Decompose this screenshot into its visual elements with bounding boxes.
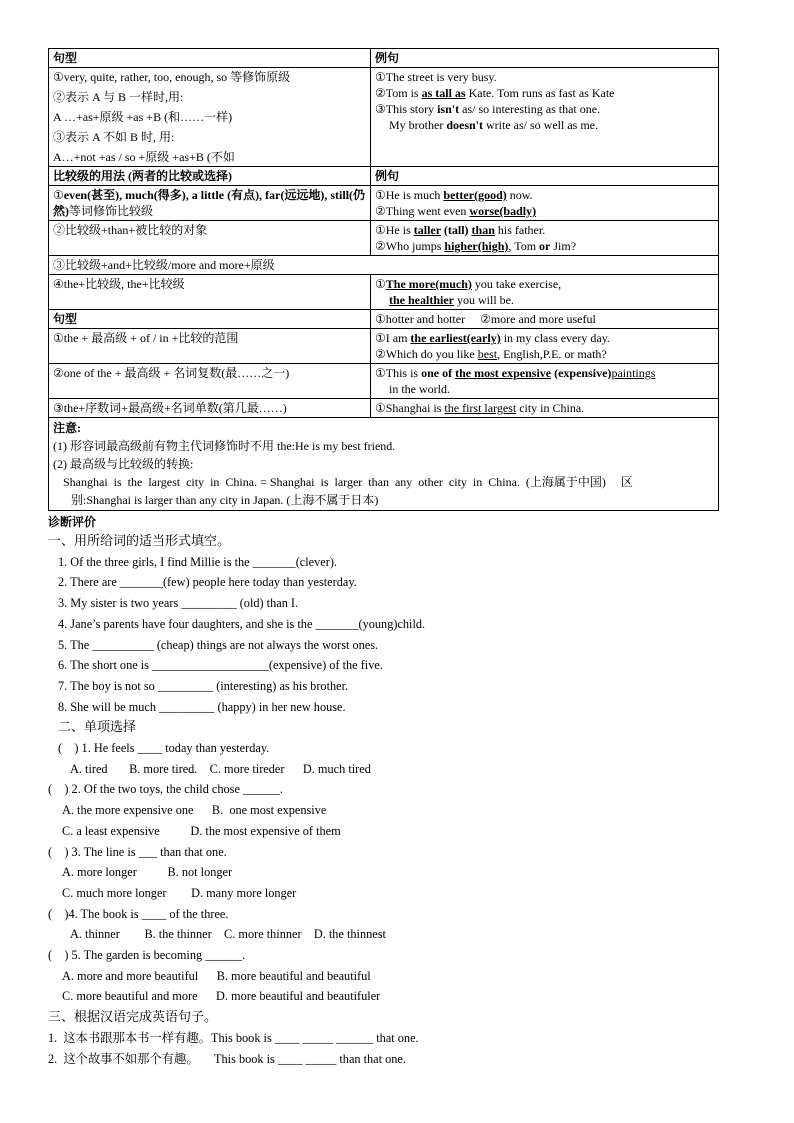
table-row	[49, 186, 719, 221]
example-text: ②Who jumps	[375, 239, 445, 253]
example-text: as/ so interesting as that one.	[459, 102, 601, 116]
example-line	[375, 292, 714, 308]
the-more-the-more-rule: ④the+比较级, the+比较级	[49, 275, 371, 310]
example-text: in my class every day.	[500, 331, 610, 345]
example-text: ②Tom is	[375, 86, 422, 100]
example-key: taller	[413, 223, 441, 237]
question-5-options: A. more and more beautiful B. more beautiful and beautiful	[62, 968, 371, 983]
example-key: than	[471, 223, 495, 237]
example-key: better(good)	[443, 188, 507, 202]
example-text: you will be.	[454, 293, 514, 307]
example-line	[375, 187, 714, 203]
one-of-the-rule: ②one of the + 最高级 + 名词复数(最……之一)	[49, 364, 371, 399]
example-text: ①Shanghai is	[375, 401, 445, 415]
question-2: ( ) 2. Of the two toys, the child chose ______.	[48, 782, 283, 797]
note-line: Shanghai is the largest city in China. = Shanghai is larger than any other city in China. (上海属于中国) 区	[63, 475, 633, 489]
example-text: ①	[375, 277, 386, 291]
note-line: (1) 形容词最高级前有物主代词修饰时不用 the:He is my best friend.	[53, 439, 396, 453]
example-key: or	[539, 239, 551, 253]
example-line	[375, 117, 714, 133]
example-key: higher(high)	[444, 239, 509, 253]
example-key: The more(much)	[385, 277, 472, 291]
example-key: (expensive)	[554, 366, 612, 380]
note-cell	[49, 418, 719, 511]
example-key: doesn't	[446, 118, 484, 132]
question-1-options: A. tired B. more tired. C. more tireder D. much tired	[70, 761, 371, 776]
example-line	[375, 238, 714, 254]
list-item: 7. The boy is not so _________ (interesting) as his brother.	[58, 678, 349, 693]
header-sentence-pattern: 句型	[49, 49, 371, 68]
question-4-options: A. thinner B. the thinner C. more thinner D. the thinnest	[70, 927, 386, 942]
rule-line: ②表示 A 与 B 一样时,用:	[53, 90, 184, 104]
question-1: ( ) 1. He feels ____ today than yesterday.	[58, 741, 270, 756]
question-4: ( )4. The book is ____ of the three.	[48, 906, 229, 921]
example-text: , English,P.E. or math?	[497, 347, 607, 361]
list-item: 4. Jane’s parents have four daughters, and she is the _______(young)child.	[58, 616, 426, 631]
example-text: ①He is	[375, 223, 414, 237]
comparative-than-rule: ②比较级+than+被比较的对象	[49, 221, 371, 256]
ordinal-superlative-examples	[371, 399, 719, 418]
table-row	[49, 256, 719, 275]
list-item: 8. She will be much _________ (happy) in her new house.	[58, 699, 346, 714]
question-3-options: A. more longer B. not longer	[62, 865, 233, 880]
list-item: 2. 这个故事不如那个有趣。 This book is ____ _____ than that one.	[48, 1051, 406, 1066]
table-row	[49, 329, 719, 364]
the-more-the-more-examples	[371, 275, 719, 310]
question-5-options: C. more beautiful and more D. more beautiful and beautifuler	[62, 989, 381, 1004]
part1-title: 一、用所给词的适当形式填空。	[48, 533, 231, 548]
example-text: you take exercise,	[471, 277, 562, 291]
table-row	[49, 310, 719, 329]
positive-degree-examples	[371, 68, 719, 167]
ordinal-superlative-rule: ③the+序数词+最高级+名词单数(第几最……)	[49, 399, 371, 418]
part3-title: 三、根据汉语完成英语句子。	[48, 1009, 218, 1025]
exercise-section	[48, 513, 720, 1069]
grammar-table	[48, 48, 719, 511]
example-key: the earliest(early)	[410, 331, 501, 345]
example-text: Jim?	[550, 239, 577, 253]
table-row	[49, 399, 719, 418]
example-key: paintings	[611, 366, 656, 380]
rule-key: even(甚至), much(得多), a little (有点), far(远远地), still(仍然)	[53, 188, 366, 218]
table-row	[49, 275, 719, 310]
example-key: one of	[421, 366, 453, 380]
example-text: ②Which do you like	[375, 347, 478, 361]
example-key: the first largest	[444, 401, 517, 415]
comparative-modifier-examples	[371, 186, 719, 221]
example-text: , Tom	[508, 239, 540, 253]
example-text: My brother	[389, 118, 447, 132]
example-text: ③This story	[375, 102, 438, 116]
header-example: 例句	[371, 167, 719, 186]
list-item: 1. Of the three girls, I find Millie is the _______(clever).	[58, 554, 337, 569]
example-key: worse(badly)	[469, 204, 537, 218]
question-2-options: C. a least expensive D. the most expensive of them	[62, 823, 341, 838]
example-line: in the world.	[389, 382, 450, 396]
rule-line: ①very, quite, rather, too, enough, so 等修饰原级	[53, 70, 291, 84]
comparative-modifiers	[49, 186, 371, 221]
rule-line: ③表示 A 不如 B 时, 用:	[53, 130, 175, 144]
list-item: 2. There are _______(few) people here today than yesterday.	[58, 575, 357, 590]
worksheet-page	[48, 48, 720, 1069]
example-line	[375, 222, 714, 238]
table-row	[49, 418, 719, 511]
list-item: 5. The __________ (cheap) things are not always the worst ones.	[58, 637, 379, 652]
exercise-heading: 诊断评价	[48, 515, 97, 529]
example-line	[375, 330, 714, 346]
rule-line: A …+as+原级 +as +B (和……一样)	[53, 110, 233, 124]
question-5: ( ) 5. The garden is becoming ______.	[48, 948, 246, 963]
example-key: best	[477, 347, 498, 361]
note-line: 别:Shanghai is larger than any city in Japan. (上海不属于日本)	[71, 493, 379, 507]
example-key: as tall as	[421, 86, 466, 100]
rule-text: 等词修饰比较级	[69, 204, 154, 218]
example-line	[375, 101, 714, 117]
example-line	[375, 365, 714, 381]
example-text: ①He is much	[375, 188, 444, 202]
and-examples: ①hotter and hotter ②more and more useful	[371, 310, 719, 329]
question-3-options: C. much more longer D. many more longer	[62, 885, 297, 900]
example-text: ①This is	[375, 366, 422, 380]
table-row	[49, 364, 719, 399]
question-2-options: A. the more expensive one B. one most expensive	[62, 803, 327, 818]
example-line	[375, 346, 714, 362]
example-key: isn't	[437, 102, 460, 116]
rule-text: ①	[53, 188, 64, 202]
superlative-range-examples	[371, 329, 719, 364]
example-text: ②Thing went even	[375, 204, 470, 218]
example-line	[375, 203, 714, 219]
one-of-the-examples	[371, 364, 719, 399]
example-key: (tall)	[440, 223, 472, 237]
list-item: 6. The short one is ___________________(expensive) of the five.	[58, 658, 383, 673]
example-text: Kate. Tom runs as fast as Kate	[465, 86, 615, 100]
list-item: 1. 这本书跟那本书一样有趣。This book is ____ _____ ______ that one.	[48, 1030, 419, 1045]
example-line	[375, 85, 714, 101]
note-line: (2) 最高级与比较级的转换:	[53, 457, 194, 471]
example-text: ①I am	[375, 331, 411, 345]
rule-line: A…+not +as / so +原级 +as+B (不如	[53, 150, 235, 164]
more-and-more-rule: ③比较级+and+比较级/more and more+原级	[49, 256, 719, 275]
example-text: city in China.	[516, 401, 585, 415]
comparative-usage-header: 比较级的用法 (两者的比较或选择)	[49, 167, 371, 186]
example-text: write as/ so well as me.	[483, 118, 598, 132]
part2-title: 二、单项选择	[58, 719, 137, 735]
question-3: ( ) 3. The line is ___ than that one.	[48, 844, 227, 859]
example-text: now.	[506, 188, 533, 202]
list-item: 3. My sister is two years _________ (old) than I.	[58, 596, 299, 611]
example-line: ①The street is very busy.	[375, 70, 497, 84]
note-title: 注意:	[53, 421, 81, 435]
positive-degree-rules	[49, 68, 371, 167]
example-text: his father.	[494, 223, 546, 237]
table-row	[49, 167, 719, 186]
superlative-range-rule: ①the + 最高级 + of / in +比较的范围	[49, 329, 371, 364]
example-key: the most expensive	[455, 366, 552, 380]
header-example: 例句	[371, 49, 719, 68]
superlative-header: 句型	[49, 310, 371, 329]
comparative-than-examples	[371, 221, 719, 256]
table-row	[49, 221, 719, 256]
example-key: the healthier	[389, 293, 454, 307]
table-row	[49, 68, 719, 167]
table-row	[49, 49, 719, 68]
example-line	[375, 276, 714, 292]
